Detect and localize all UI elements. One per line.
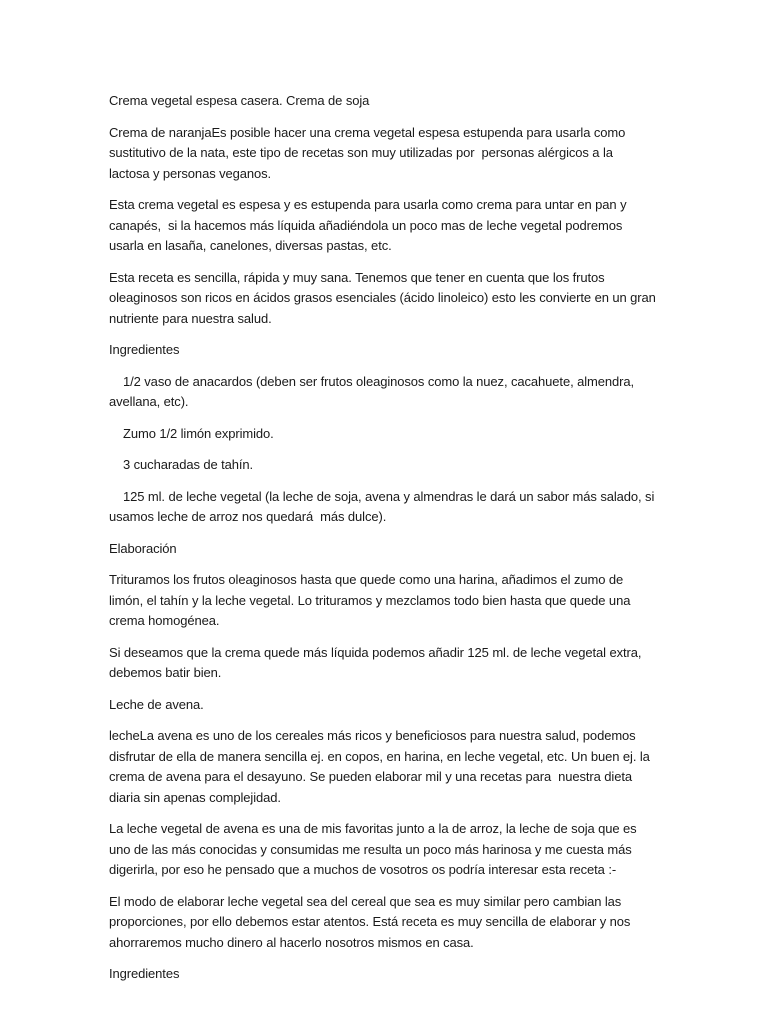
- elaboration-heading: Elaboración: [109, 540, 177, 556]
- recipe-title: Crema vegetal espesa casera. Crema de soja: [109, 93, 370, 108]
- thick-cream-paragraph: Esta crema vegetal es espesa y es estupenda para usarla como crema para untar en pan y canapés, si la hacemos más líquida añadiéndola un poco mas de leche vegetal podremos usarla en lasaña, canelones, diversas pastas, etc.: [109, 197, 627, 253]
- elaboration-paragraph: Trituramos los frutos oleaginosos hasta que quede como una harina, añadimos el zumo de limón, el tahín y la leche vegetal. Lo trituramos y mezclamos todo bien hasta que quede una crema homogénea.: [109, 572, 631, 628]
- simple-recipe-paragraph: Esta receta es sencilla, rápida y muy sana. Tenemos que tener en cuenta que los frutos oleaginosos son ricos en ácidos grasos esenciales (ácido linoleico) esto les convierte en un gran nutriente para nuestra salud.: [109, 269, 656, 326]
- oat-intro-paragraph: lecheLa avena es uno de los cereales más ricos y beneficiosos para nuestra salud, podemos disfrutar de ella de manera sencilla ej. en copos, en harina, en leche vegetal, etc. Un buen ej. la crema de avena para el desayuno. Se pueden elaborar mil y una recetas para nuestra dieta diaria sin apenas complejidad.: [109, 728, 650, 805]
- document-body: [109, 91, 669, 996]
- intro-paragraph: Crema de naranjaEs posible hacer una crema vegetal espesa estupenda para usarla como sustitutivo de la nata, este tipo de recetas son muy utilizadas por personas alérgicos a la lactosa y personas veganos.: [109, 124, 626, 181]
- ingredient-item: 1/2 vaso de anacardos (deben ser frutos oleaginosos como la nuez, cacahuete, almendra, avellana, etc).: [109, 373, 635, 409]
- oat-milk-title: Leche de avena.: [109, 696, 204, 712]
- ingredient-item: 3 cucharadas de tahín.: [123, 457, 254, 472]
- ingredients-heading: Ingredientes: [109, 342, 180, 357]
- ingredients-heading-2: Ingredientes: [109, 966, 180, 981]
- ingredient-item: Zumo 1/2 limón exprimido.: [123, 425, 274, 441]
- liquid-tip-paragraph: Si deseamos que la crema quede más líquida podemos añadir 125 ml. de leche vegetal extra, debemos batir bien.: [109, 644, 642, 680]
- oat-favorite-paragraph: La leche vegetal de avena es una de mis favoritas junto a la de arroz, la leche de soja que es uno de las más conocidas y consumidas me resulta un poco más harinosa y me cuesta más digerirla, por eso he pensado que a muchos de vosotros os podría interesar esta receta :-: [109, 821, 637, 877]
- oat-method-paragraph: El modo de elaborar leche vegetal sea del cereal que sea es muy similar pero cambian las proporciones, por ello debemos estar atentos. Está receta es muy sencilla de elaborar y nos ahorraremos mucho dinero al hacerlo nosotros mismos en casa.: [109, 893, 631, 950]
- ingredient-item: 125 ml. de leche vegetal (la leche de soja, avena y almendras le dará un sabor más salado, si usamos leche de arroz nos quedará más dulce).: [109, 488, 655, 524]
